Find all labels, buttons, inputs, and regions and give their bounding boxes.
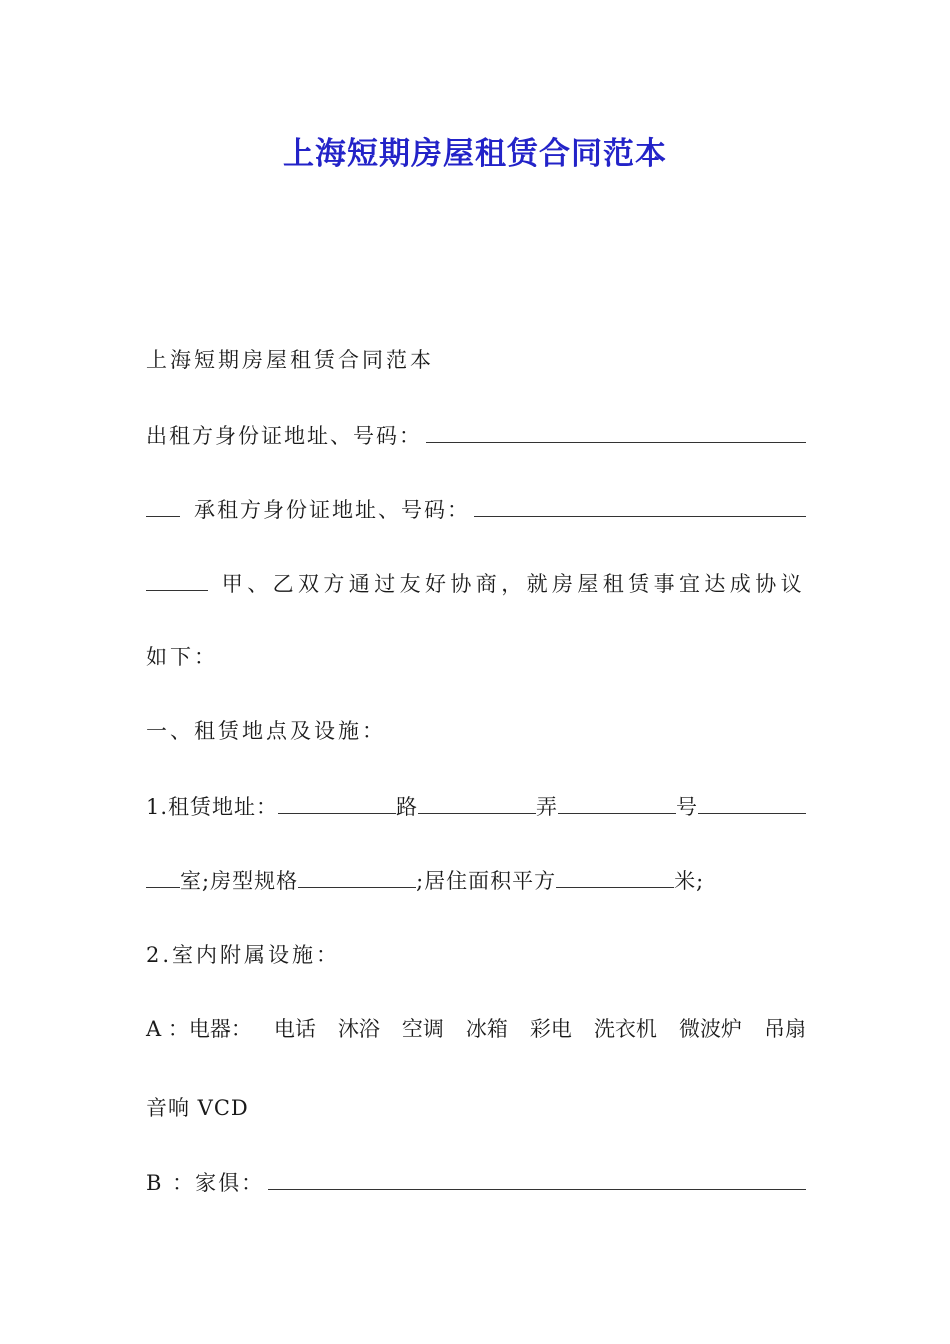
room-blank-continued[interactable] (146, 865, 180, 888)
item1-room-line (146, 865, 806, 895)
lessor-id-blank-continued[interactable] (146, 494, 180, 517)
room-type-blank[interactable] (298, 865, 416, 888)
area-label: ;居住面积平方 (416, 869, 557, 893)
appliance-air-conditioner: 空调 (401, 1017, 444, 1041)
appliance-tv: 彩电 (529, 1017, 572, 1041)
lessor-id-line (146, 420, 806, 450)
appliance-microwave: 微波炉 (678, 1017, 742, 1041)
furniture-blank[interactable] (268, 1167, 806, 1190)
lessee-id-blank[interactable] (474, 494, 806, 517)
intro-part1: 甲、乙双方通过友好协商，就房屋租赁事宜达成协议 (221, 572, 806, 596)
intro-part2: 如下： (146, 645, 218, 669)
lessee-id-line (146, 494, 806, 524)
road-blank[interactable] (278, 791, 396, 814)
area-blank[interactable] (556, 865, 674, 888)
item-a-label: A ：电器： (146, 1017, 252, 1041)
area-unit: 米; (674, 869, 705, 893)
section1-heading: 一、租赁地点及设施： (146, 719, 386, 743)
lane-label: 弄 (536, 795, 559, 819)
item2-label: 2.室内附属设施： (146, 943, 341, 967)
furniture-line (146, 1167, 806, 1197)
appliances-line (146, 1014, 806, 1044)
appliance-washer: 洗衣机 (593, 1017, 657, 1041)
item-b-label: B ：家俱： (146, 1171, 265, 1195)
item1-label: 1.租赁地址： (146, 795, 279, 819)
appliance-shower: 沐浴 (337, 1017, 380, 1041)
document-subtitle: 上海短期房屋租赁合同范本 (146, 348, 434, 372)
room-blank[interactable] (698, 791, 806, 814)
appliance-ceiling-fan: 吊扇 (763, 1017, 806, 1041)
appliance-fridge: 冰箱 (465, 1017, 508, 1041)
intro-line (146, 568, 806, 598)
lessor-id-label: 出租方身份证地址、号码： (146, 424, 422, 448)
number-label: 号 (676, 795, 699, 819)
lessee-id-blank-continued[interactable] (146, 568, 208, 591)
lessor-id-blank[interactable] (426, 420, 806, 443)
appliances-line2: 音响 VCD (146, 1096, 249, 1120)
document-title: 上海短期房屋租赁合同范本 (283, 136, 667, 172)
lane-blank[interactable] (418, 791, 536, 814)
road-label: 路 (396, 795, 419, 819)
lessee-id-label: 承租方身份证地址、号码： (194, 498, 470, 522)
appliance-phone: 电话 (273, 1017, 316, 1041)
room-label: 室;房型规格 (180, 869, 299, 893)
number-blank[interactable] (558, 791, 676, 814)
item1-address-line (146, 791, 806, 821)
